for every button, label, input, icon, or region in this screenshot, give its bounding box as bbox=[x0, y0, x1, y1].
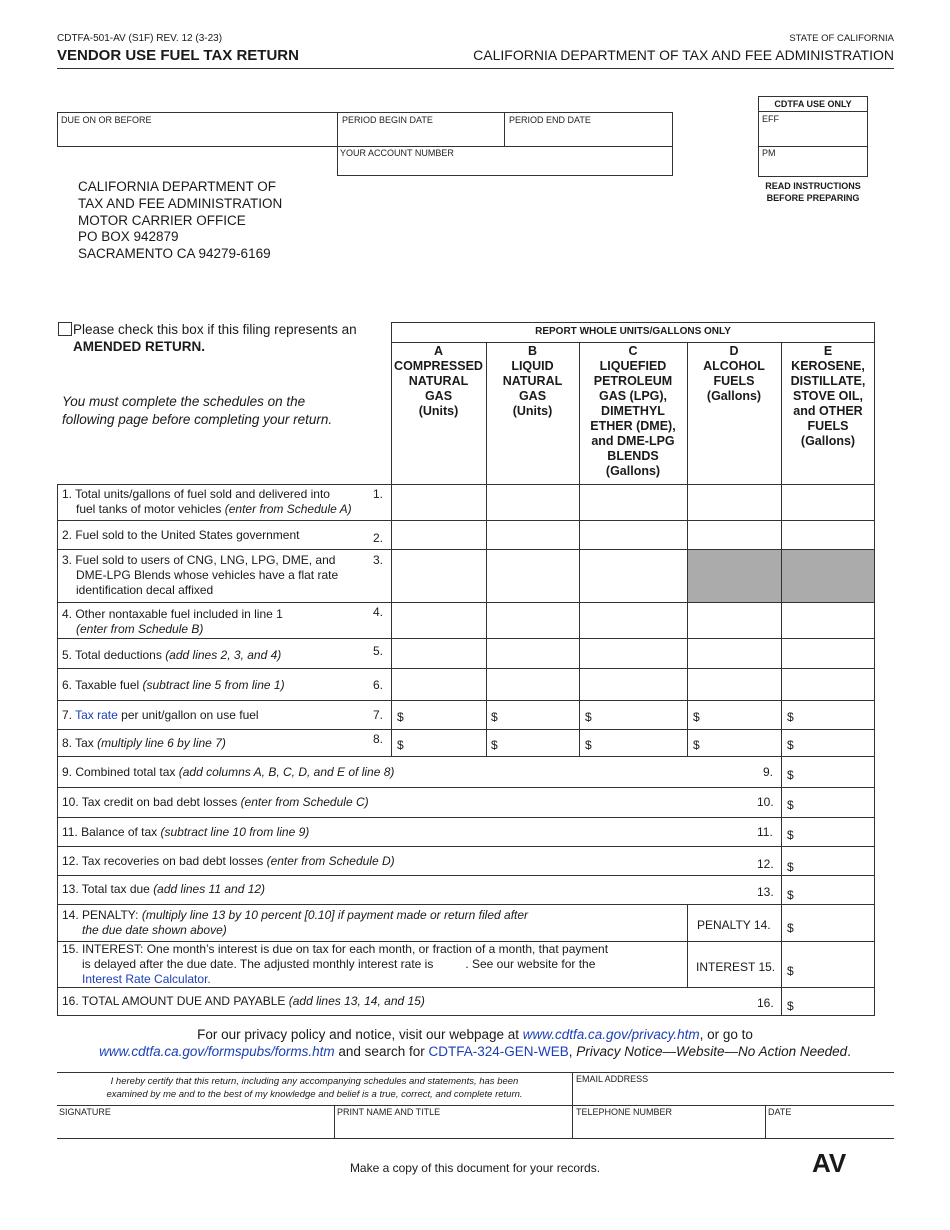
shaded-cell bbox=[782, 550, 874, 602]
column-label-line: COMPRESSED bbox=[394, 359, 483, 373]
dollar-sign: $ bbox=[787, 798, 794, 812]
dollar-sign: $ bbox=[787, 999, 794, 1013]
period-begin-input[interactable] bbox=[340, 127, 502, 145]
line-text: 7. bbox=[62, 708, 76, 722]
line-6-label bbox=[62, 678, 285, 693]
schedule-note-line: following page before completing your return. bbox=[62, 411, 333, 427]
line-7-e-input[interactable] bbox=[796, 704, 873, 726]
divider bbox=[758, 146, 868, 147]
line-1-label bbox=[62, 487, 352, 517]
header-divider bbox=[57, 68, 894, 69]
line-text: is delayed after the due date. The adjusted monthly interest rate is bbox=[82, 957, 434, 971]
due-label: DUE ON OR BEFORE bbox=[61, 115, 152, 125]
line-note: (enter from Schedule A) bbox=[224, 502, 352, 516]
mailing-address bbox=[78, 179, 282, 263]
dollar-sign: $ bbox=[491, 738, 498, 752]
divider bbox=[57, 520, 875, 521]
line-6-d-input[interactable] bbox=[689, 670, 779, 699]
cdtfa-use-title: CDTFA USE ONLY bbox=[774, 99, 852, 109]
line-9-number: 9. bbox=[763, 765, 774, 779]
signature-label: SIGNATURE bbox=[59, 1107, 111, 1117]
line-7-b-input[interactable] bbox=[500, 704, 577, 726]
column-label-line: PETROLEUM bbox=[593, 374, 673, 388]
period-begin-label: PERIOD BEGIN DATE bbox=[342, 115, 433, 125]
address-line: MOTOR CARRIER OFFICE bbox=[78, 212, 246, 228]
line-16-number: 16. bbox=[757, 996, 774, 1010]
line-text: 15. INTEREST: One month’s interest is due on tax for each month, or fraction of a month, that payment bbox=[62, 942, 609, 956]
line-6-b-input[interactable] bbox=[488, 670, 577, 699]
line-3-c-input[interactable] bbox=[581, 551, 685, 601]
line-11-input[interactable] bbox=[798, 820, 873, 844]
column-label-line: GAS bbox=[424, 389, 453, 403]
line-2-d-input[interactable] bbox=[689, 522, 779, 548]
line-5-a-input[interactable] bbox=[393, 640, 484, 667]
line-16-label bbox=[62, 994, 425, 1009]
divider bbox=[57, 756, 875, 757]
line-14-number: PENALTY 14. bbox=[697, 918, 771, 932]
line-1-number: 1. bbox=[373, 487, 384, 501]
line-8-a-input[interactable] bbox=[406, 732, 484, 754]
column-label-line: and OTHER bbox=[793, 404, 863, 418]
line-11-label bbox=[62, 825, 309, 840]
dollar-sign: $ bbox=[787, 828, 794, 842]
line-text: 16. TOTAL AMOUNT DUE AND PAYABLE bbox=[62, 994, 289, 1008]
divider bbox=[391, 484, 392, 756]
column-unit: (Units) bbox=[512, 404, 553, 418]
line-3-label bbox=[62, 553, 338, 598]
line-4-b-input[interactable] bbox=[488, 604, 577, 637]
line-6-a-input[interactable] bbox=[393, 670, 484, 699]
line-3-a-input[interactable] bbox=[393, 551, 484, 601]
privacy-policy-link[interactable]: www.cdtfa.ca.gov/privacy.htm bbox=[522, 1027, 700, 1042]
schedule-note bbox=[62, 393, 332, 428]
line-13-number: 13. bbox=[757, 885, 774, 899]
line-15-number: INTEREST 15. bbox=[696, 960, 776, 974]
line-3-number: 3. bbox=[373, 553, 384, 567]
eff-label: EFF bbox=[762, 114, 779, 124]
line-10-number: 10. bbox=[757, 795, 774, 809]
amended-bold: AMENDED RETURN. bbox=[73, 339, 206, 354]
divider bbox=[391, 342, 875, 343]
line-10-input[interactable] bbox=[798, 790, 873, 814]
privacy-notice-link[interactable]: CDTFA-324-GEN-WEB bbox=[428, 1044, 569, 1059]
privacy-text: , or go to bbox=[699, 1027, 753, 1042]
telephone-input[interactable] bbox=[575, 1119, 763, 1136]
column-e-header bbox=[781, 344, 875, 449]
column-label-line: ETHER (DME), bbox=[590, 419, 676, 433]
column-letter: E bbox=[823, 344, 833, 358]
divider bbox=[57, 1072, 894, 1073]
line-1-c-input[interactable] bbox=[581, 486, 685, 518]
privacy-notice-title: Privacy Notice—Website—No Action Needed bbox=[576, 1044, 848, 1059]
line-16-total-input[interactable] bbox=[798, 990, 873, 1014]
address-line: TAX AND FEE ADMINISTRATION bbox=[78, 195, 283, 211]
tax-rate-link[interactable]: Tax rate bbox=[75, 708, 118, 722]
column-a-header bbox=[391, 344, 486, 419]
line-5-e-input[interactable] bbox=[783, 640, 873, 667]
email-input[interactable] bbox=[575, 1086, 892, 1103]
column-b-header bbox=[486, 344, 579, 419]
agency-name: CALIFORNIA DEPARTMENT OF TAX AND FEE ADMINISTRATION bbox=[473, 47, 894, 63]
signature-input[interactable] bbox=[59, 1119, 332, 1136]
line-4-d-input[interactable] bbox=[689, 604, 779, 637]
line-12-label bbox=[62, 854, 395, 869]
line-7-a-input[interactable] bbox=[406, 704, 484, 726]
line-5-label bbox=[62, 648, 281, 663]
line-note: (enter from Schedule C) bbox=[240, 795, 369, 809]
divider bbox=[687, 904, 688, 987]
line-8-b-input[interactable] bbox=[500, 732, 577, 754]
privacy-text: and search for bbox=[334, 1044, 429, 1059]
table-header: REPORT WHOLE UNITS/GALLONS ONLY bbox=[535, 326, 731, 337]
line-text: 6. Taxable fuel bbox=[62, 678, 143, 692]
line-9-label bbox=[62, 765, 394, 780]
read-instructions-line: READ INSTRUCTIONS bbox=[765, 181, 861, 191]
divider bbox=[57, 787, 875, 788]
column-c-header bbox=[579, 344, 687, 479]
line-text: identification decal affixed bbox=[76, 583, 214, 597]
line-text: 9. Combined total tax bbox=[62, 765, 179, 779]
divider bbox=[758, 111, 868, 112]
dollar-sign: $ bbox=[787, 738, 794, 752]
line-9-input[interactable] bbox=[798, 760, 873, 784]
line-4-number: 4. bbox=[373, 605, 384, 619]
amended-text: Please check this box if this filing represents an bbox=[73, 322, 357, 337]
print-name-input[interactable] bbox=[337, 1119, 570, 1136]
form-code: AV bbox=[812, 1148, 847, 1178]
column-label-line: FUELS bbox=[807, 419, 849, 433]
column-label-line: NATURAL bbox=[408, 374, 469, 388]
column-letter: B bbox=[527, 344, 538, 358]
period-end-input[interactable] bbox=[507, 127, 671, 145]
line-text: per unit/gallon on use fuel bbox=[117, 708, 259, 722]
column-letter: C bbox=[628, 344, 638, 358]
dollar-sign: $ bbox=[787, 921, 794, 935]
divider bbox=[781, 756, 782, 1016]
line-note: (add columns A, B, C, D, and E of line 8) bbox=[178, 765, 395, 779]
address-line: SACRAMENTO CA 94279-6169 bbox=[78, 246, 271, 262]
telephone-label: TELEPHONE NUMBER bbox=[576, 1107, 673, 1117]
divider bbox=[57, 875, 875, 876]
schedule-note-line: You must complete the schedules on the bbox=[62, 394, 306, 409]
line-text: . See our website for the bbox=[465, 957, 596, 971]
column-letter: A bbox=[433, 344, 444, 358]
column-label-line: DIMETHYL bbox=[601, 404, 665, 418]
column-label-line: KEROSENE, bbox=[791, 359, 865, 373]
address-line: CALIFORNIA DEPARTMENT OF bbox=[78, 179, 277, 194]
dollar-sign: $ bbox=[787, 710, 794, 724]
line-13-label bbox=[62, 882, 265, 897]
divider bbox=[57, 668, 875, 669]
line-7-number: 7. bbox=[373, 708, 384, 722]
privacy-text: For our privacy policy and notice, visit our webpage at bbox=[197, 1027, 523, 1042]
line-text: 12. Tax recoveries on bad debt losses bbox=[62, 854, 267, 868]
line-10-label bbox=[62, 795, 369, 810]
column-unit: (Gallons) bbox=[605, 464, 661, 478]
line-note: (multiply line 6 by line 7) bbox=[97, 736, 226, 750]
column-label-line: STOVE OIL, bbox=[793, 389, 863, 403]
amended-return-checkbox[interactable] bbox=[58, 322, 72, 336]
line-5-d-input[interactable] bbox=[689, 640, 779, 667]
column-label-line: DISTILLATE, bbox=[790, 374, 866, 388]
certification-line: examined by me and to the best of my knowledge and belief is a true, correct, and complete return. bbox=[106, 1089, 523, 1100]
date-label: DATE bbox=[768, 1107, 792, 1117]
column-unit: (Units) bbox=[418, 404, 459, 418]
divider bbox=[57, 549, 875, 550]
line-text: 3. Fuel sold to users of CNG, LNG, LPG, DME, and bbox=[62, 553, 336, 567]
line-1-e-input[interactable] bbox=[783, 486, 873, 518]
line-text: 4. Other nontaxable fuel included in line 1 bbox=[62, 607, 283, 621]
line-7-c-input[interactable] bbox=[594, 704, 685, 726]
line-4-label bbox=[62, 607, 283, 637]
divider bbox=[57, 729, 875, 730]
pm-label: PM bbox=[762, 148, 776, 158]
line-text: 8. Tax bbox=[62, 736, 98, 750]
line-note: (add lines 13, 14, and 15) bbox=[288, 994, 425, 1008]
column-label-line: GAS (LPG), bbox=[598, 389, 668, 403]
line-2-a-input[interactable] bbox=[393, 522, 484, 548]
column-label-line: GAS bbox=[518, 389, 547, 403]
read-instructions-line: BEFORE PREPARING bbox=[766, 193, 860, 203]
line-text: 10. Tax credit on bad debt losses bbox=[62, 795, 241, 809]
column-label-line: FUELS bbox=[713, 374, 755, 388]
line-note: (add lines 2, 3, and 4) bbox=[165, 648, 282, 662]
interest-rate-calculator-link[interactable]: Interest Rate Calculator. bbox=[82, 972, 211, 986]
column-label-line: and DME-LPG bbox=[591, 434, 675, 448]
line-5-number: 5. bbox=[373, 644, 384, 658]
divider bbox=[504, 112, 505, 147]
date-input[interactable] bbox=[768, 1119, 892, 1136]
copy-note: Make a copy of this document for your records. bbox=[349, 1161, 601, 1175]
line-2-b-input[interactable] bbox=[488, 522, 577, 548]
column-label-line: BLENDS bbox=[607, 449, 659, 463]
privacy-text: , bbox=[568, 1044, 577, 1059]
divider bbox=[57, 817, 875, 818]
dollar-sign: $ bbox=[585, 710, 592, 724]
line-1-b-input[interactable] bbox=[488, 486, 577, 518]
print-name-label: PRINT NAME AND TITLE bbox=[337, 1107, 441, 1117]
state-label: STATE OF CALIFORNIA bbox=[789, 33, 894, 44]
divider bbox=[57, 700, 875, 701]
divider bbox=[57, 987, 875, 988]
divider bbox=[57, 638, 875, 639]
line-5-c-input[interactable] bbox=[581, 640, 685, 667]
divider bbox=[57, 602, 875, 603]
line-7-d-input[interactable] bbox=[702, 704, 779, 726]
line-1-a-input[interactable] bbox=[393, 486, 484, 518]
account-number-input[interactable] bbox=[340, 158, 671, 174]
divider bbox=[57, 904, 875, 905]
divider bbox=[57, 846, 875, 847]
line-11-number: 11. bbox=[757, 825, 773, 839]
line-text: 5. Total deductions bbox=[62, 648, 166, 662]
account-label: YOUR ACCOUNT NUMBER bbox=[340, 148, 454, 158]
line-12-number: 12. bbox=[757, 857, 774, 871]
line-6-e-input[interactable] bbox=[783, 670, 873, 699]
column-unit: (Gallons) bbox=[706, 389, 762, 403]
line-4-e-input[interactable] bbox=[783, 604, 873, 637]
period-end-label: PERIOD END DATE bbox=[509, 115, 591, 125]
dollar-sign: $ bbox=[787, 860, 794, 874]
dollar-sign: $ bbox=[491, 710, 498, 724]
line-note: (enter from Schedule B) bbox=[76, 622, 204, 636]
divider bbox=[57, 1105, 894, 1106]
line-2-c-input[interactable] bbox=[581, 522, 685, 548]
line-6-number: 6. bbox=[373, 678, 384, 692]
form-id: CDTFA-501-AV (S1F) REV. 12 (3-23) bbox=[57, 33, 223, 44]
email-label: EMAIL ADDRESS bbox=[576, 1074, 649, 1084]
dollar-sign: $ bbox=[397, 738, 404, 752]
dollar-sign: $ bbox=[693, 738, 700, 752]
line-text: DME-LPG Blends whose vehicles have a flat rate bbox=[76, 568, 339, 582]
line-1-d-input[interactable] bbox=[689, 486, 779, 518]
column-d-header bbox=[687, 344, 781, 404]
due-date-input[interactable] bbox=[60, 127, 334, 145]
line-12-input[interactable] bbox=[798, 849, 873, 873]
line-6-c-input[interactable] bbox=[581, 670, 685, 699]
line-13-input[interactable] bbox=[798, 878, 873, 902]
line-14-penalty-input[interactable] bbox=[798, 910, 873, 938]
line-8-label bbox=[62, 736, 226, 751]
line-text: fuel tanks of motor vehicles bbox=[76, 502, 225, 516]
line-4-a-input[interactable] bbox=[393, 604, 484, 637]
line-note: (subtract line 5 from line 1) bbox=[142, 678, 285, 692]
certification-text bbox=[57, 1075, 572, 1101]
line-8-c-input[interactable] bbox=[594, 732, 685, 754]
privacy-notice bbox=[0, 1026, 950, 1060]
dollar-sign: $ bbox=[787, 888, 794, 902]
line-14-label bbox=[62, 908, 528, 938]
dollar-sign: $ bbox=[787, 768, 794, 782]
line-15-interest-input[interactable] bbox=[798, 950, 873, 982]
line-text-2 bbox=[62, 502, 352, 517]
privacy-text: . bbox=[847, 1044, 851, 1059]
line-15-label bbox=[62, 942, 608, 987]
column-label-line: LIQUID bbox=[511, 359, 554, 373]
column-unit: (Gallons) bbox=[800, 434, 856, 448]
line-2-e-input[interactable] bbox=[783, 522, 873, 548]
column-letter: D bbox=[729, 344, 739, 358]
line-4-c-input[interactable] bbox=[581, 604, 685, 637]
line-2-label: 2. Fuel sold to the United States government bbox=[62, 528, 300, 542]
line-note: (enter from Schedule D) bbox=[266, 854, 395, 868]
column-label-line: NATURAL bbox=[502, 374, 563, 388]
line-7-label bbox=[62, 708, 259, 723]
line-text: 14. PENALTY: bbox=[62, 908, 142, 922]
divider bbox=[572, 1072, 573, 1138]
read-instructions bbox=[748, 180, 878, 204]
dollar-sign: $ bbox=[787, 964, 794, 978]
dollar-sign: $ bbox=[585, 738, 592, 752]
line-3-b-input[interactable] bbox=[488, 551, 577, 601]
line-text: 1. Total units/gallons of fuel sold and delivered into bbox=[62, 487, 330, 501]
line-note: (subtract line 10 from line 9) bbox=[160, 825, 310, 839]
certification-line: I hereby certify that this return, including any accompanying schedules and statements, has been bbox=[110, 1076, 519, 1087]
line-5-b-input[interactable] bbox=[488, 640, 577, 667]
column-label-line: LIQUEFIED bbox=[599, 359, 667, 373]
divider bbox=[57, 1138, 894, 1139]
address-line: PO BOX 942879 bbox=[78, 229, 179, 245]
divider bbox=[765, 1105, 766, 1138]
line-8-d-input[interactable] bbox=[702, 732, 779, 754]
line-8-number: 8. bbox=[373, 732, 384, 746]
dollar-sign: $ bbox=[397, 710, 404, 724]
line-text: 11. Balance of tax bbox=[62, 825, 161, 839]
shaded-cell bbox=[688, 550, 781, 602]
form-title: VENDOR USE FUEL TAX RETURN bbox=[57, 47, 299, 64]
line-note: (multiply line 13 by 10 percent [0.10] if payment made or return filed after bbox=[141, 908, 529, 922]
line-note: (add lines 11 and 12) bbox=[153, 882, 266, 896]
dollar-sign: $ bbox=[693, 710, 700, 724]
line-text: 13. Total tax due bbox=[62, 882, 154, 896]
forms-page-link[interactable]: www.cdtfa.ca.gov/formspubs/forms.htm bbox=[99, 1044, 335, 1059]
line-8-e-input[interactable] bbox=[796, 732, 873, 754]
line-note: the due date shown above) bbox=[82, 923, 227, 937]
divider bbox=[334, 1105, 335, 1138]
column-label-line: ALCOHOL bbox=[703, 359, 765, 373]
line-2-number: 2. bbox=[373, 531, 384, 545]
